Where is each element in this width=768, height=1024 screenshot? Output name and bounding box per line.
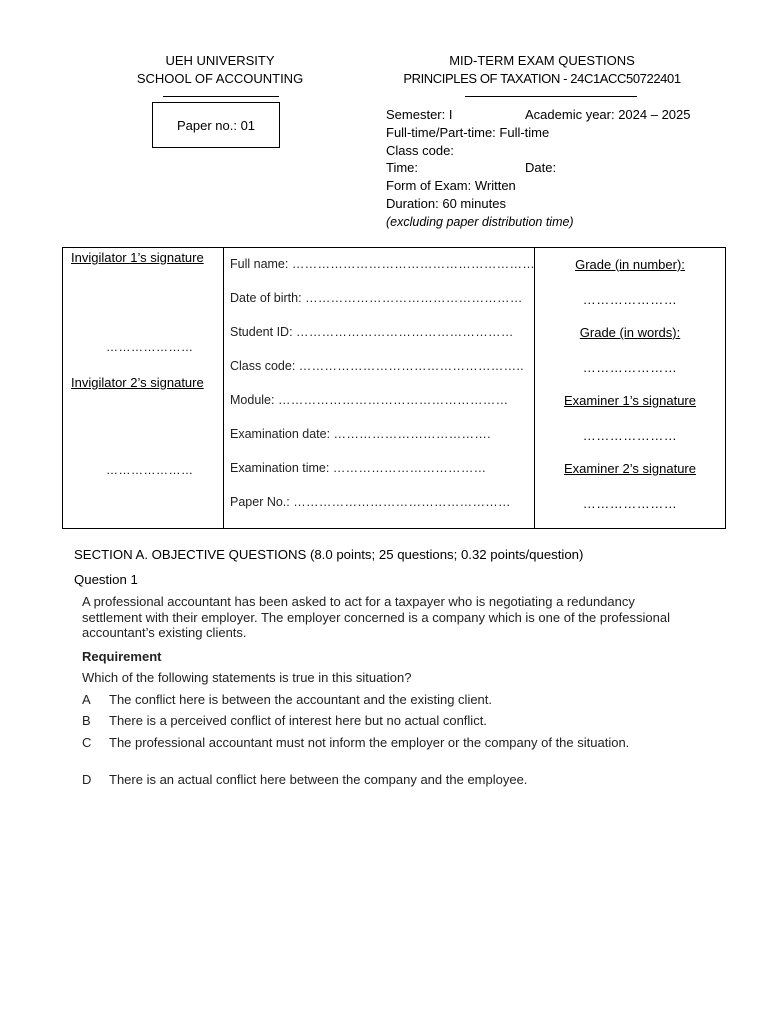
grade-in-number-dots: ………………… xyxy=(582,292,678,307)
academic-year: Academic year: 2024 – 2025 xyxy=(525,107,691,122)
examination-date-field[interactable]: Examination date: ………………………………. xyxy=(230,427,491,441)
examiner-1-signature-dots: ………………… xyxy=(582,428,678,443)
header-right-rule xyxy=(465,96,637,97)
option-text: The professional accountant must not inform the employer or the company of the situation. xyxy=(109,735,630,750)
invigilator-2-signature-label: Invigilator 2’s signature xyxy=(71,375,204,390)
exam-duration: Duration: 60 minutes xyxy=(386,195,506,211)
exam-form: Form of Exam: Written xyxy=(386,178,516,194)
section-title: SECTION A. OBJECTIVE QUESTIONS (8.0 points; 25 questions; 0.32 points/question) xyxy=(74,547,584,562)
question-stem: A professional accountant has been asked to act for a taxpayer who is negotiating a redundancy settlement with their employer. The employer concerned is a company which is one of the professional accountant’s existing clients. xyxy=(82,594,670,640)
grade-in-words-dots: ………………… xyxy=(582,360,678,375)
grid-divider-left xyxy=(223,248,224,528)
module-field[interactable]: Module: ……………………………………………… xyxy=(230,393,509,407)
invigilator-1-signature-dots: ………………… xyxy=(106,340,194,354)
date-info: Date: xyxy=(525,160,557,176)
option-letter: A xyxy=(82,692,91,707)
time-info: Time: xyxy=(386,160,419,176)
option-text: There is a perceived conflict of interest here but no actual conflict. xyxy=(109,713,487,728)
full-name-field[interactable]: Full name: ………………………………………………… xyxy=(230,257,536,271)
header-left-rule xyxy=(163,96,279,97)
examiner-2-signature-label: Examiner 2’s signature xyxy=(564,461,696,476)
semester: Semester: I xyxy=(386,107,453,122)
paper-no-field[interactable]: Paper No.: …………………………………………… xyxy=(230,495,511,509)
invigilator-1-signature-label: Invigilator 1’s signature xyxy=(71,250,204,265)
examination-time-field[interactable]: Examination time: ……………………………… xyxy=(230,461,487,475)
school-name: SCHOOL OF ACCOUNTING xyxy=(136,71,304,86)
duration-note: (excluding paper distribution time) xyxy=(386,214,574,229)
requirement-label: Requirement xyxy=(82,649,162,664)
paper-number-box xyxy=(152,102,280,148)
class-code-info: Class code: xyxy=(386,142,454,158)
option-letter: B xyxy=(82,713,91,728)
grid-divider-right xyxy=(534,248,535,528)
exam-title: MID-TERM EXAM QUESTIONS xyxy=(449,53,635,68)
invigilator-2-signature-dots: ………………… xyxy=(106,463,194,477)
option-text: The conflict here is between the accountant and the existing client. xyxy=(109,692,493,707)
question-prompt: Which of the following statements is true in this situation? xyxy=(82,670,412,685)
option-text: There is an actual conflict here between the company and the employee. xyxy=(109,772,528,787)
question-label: Question 1 xyxy=(74,572,138,587)
paper-number: Paper no.: 01 xyxy=(176,117,256,133)
exam-info xyxy=(386,106,691,231)
examiner-2-signature-dots: ………………… xyxy=(582,496,678,511)
date-of-birth-field[interactable]: Date of birth: …………………………………………… xyxy=(230,291,523,305)
class-code-field[interactable]: Class code: …………………………………………….. xyxy=(230,359,524,373)
student-id-field[interactable]: Student ID: …………………………………………… xyxy=(230,325,514,339)
examiner-1-signature-label: Examiner 1’s signature xyxy=(564,393,696,408)
option-letter: D xyxy=(82,772,92,787)
grade-in-words-label: Grade (in words): xyxy=(579,325,681,340)
study-mode: Full-time/Part-time: Full-time xyxy=(386,124,550,140)
option-letter: C xyxy=(82,735,92,750)
grade-in-number-label: Grade (in number): xyxy=(575,257,685,272)
university-name: UEH UNIVERSITY xyxy=(165,53,275,68)
course-title: PRINCIPLES OF TAXATION - 24C1ACC50722401 xyxy=(403,71,681,86)
